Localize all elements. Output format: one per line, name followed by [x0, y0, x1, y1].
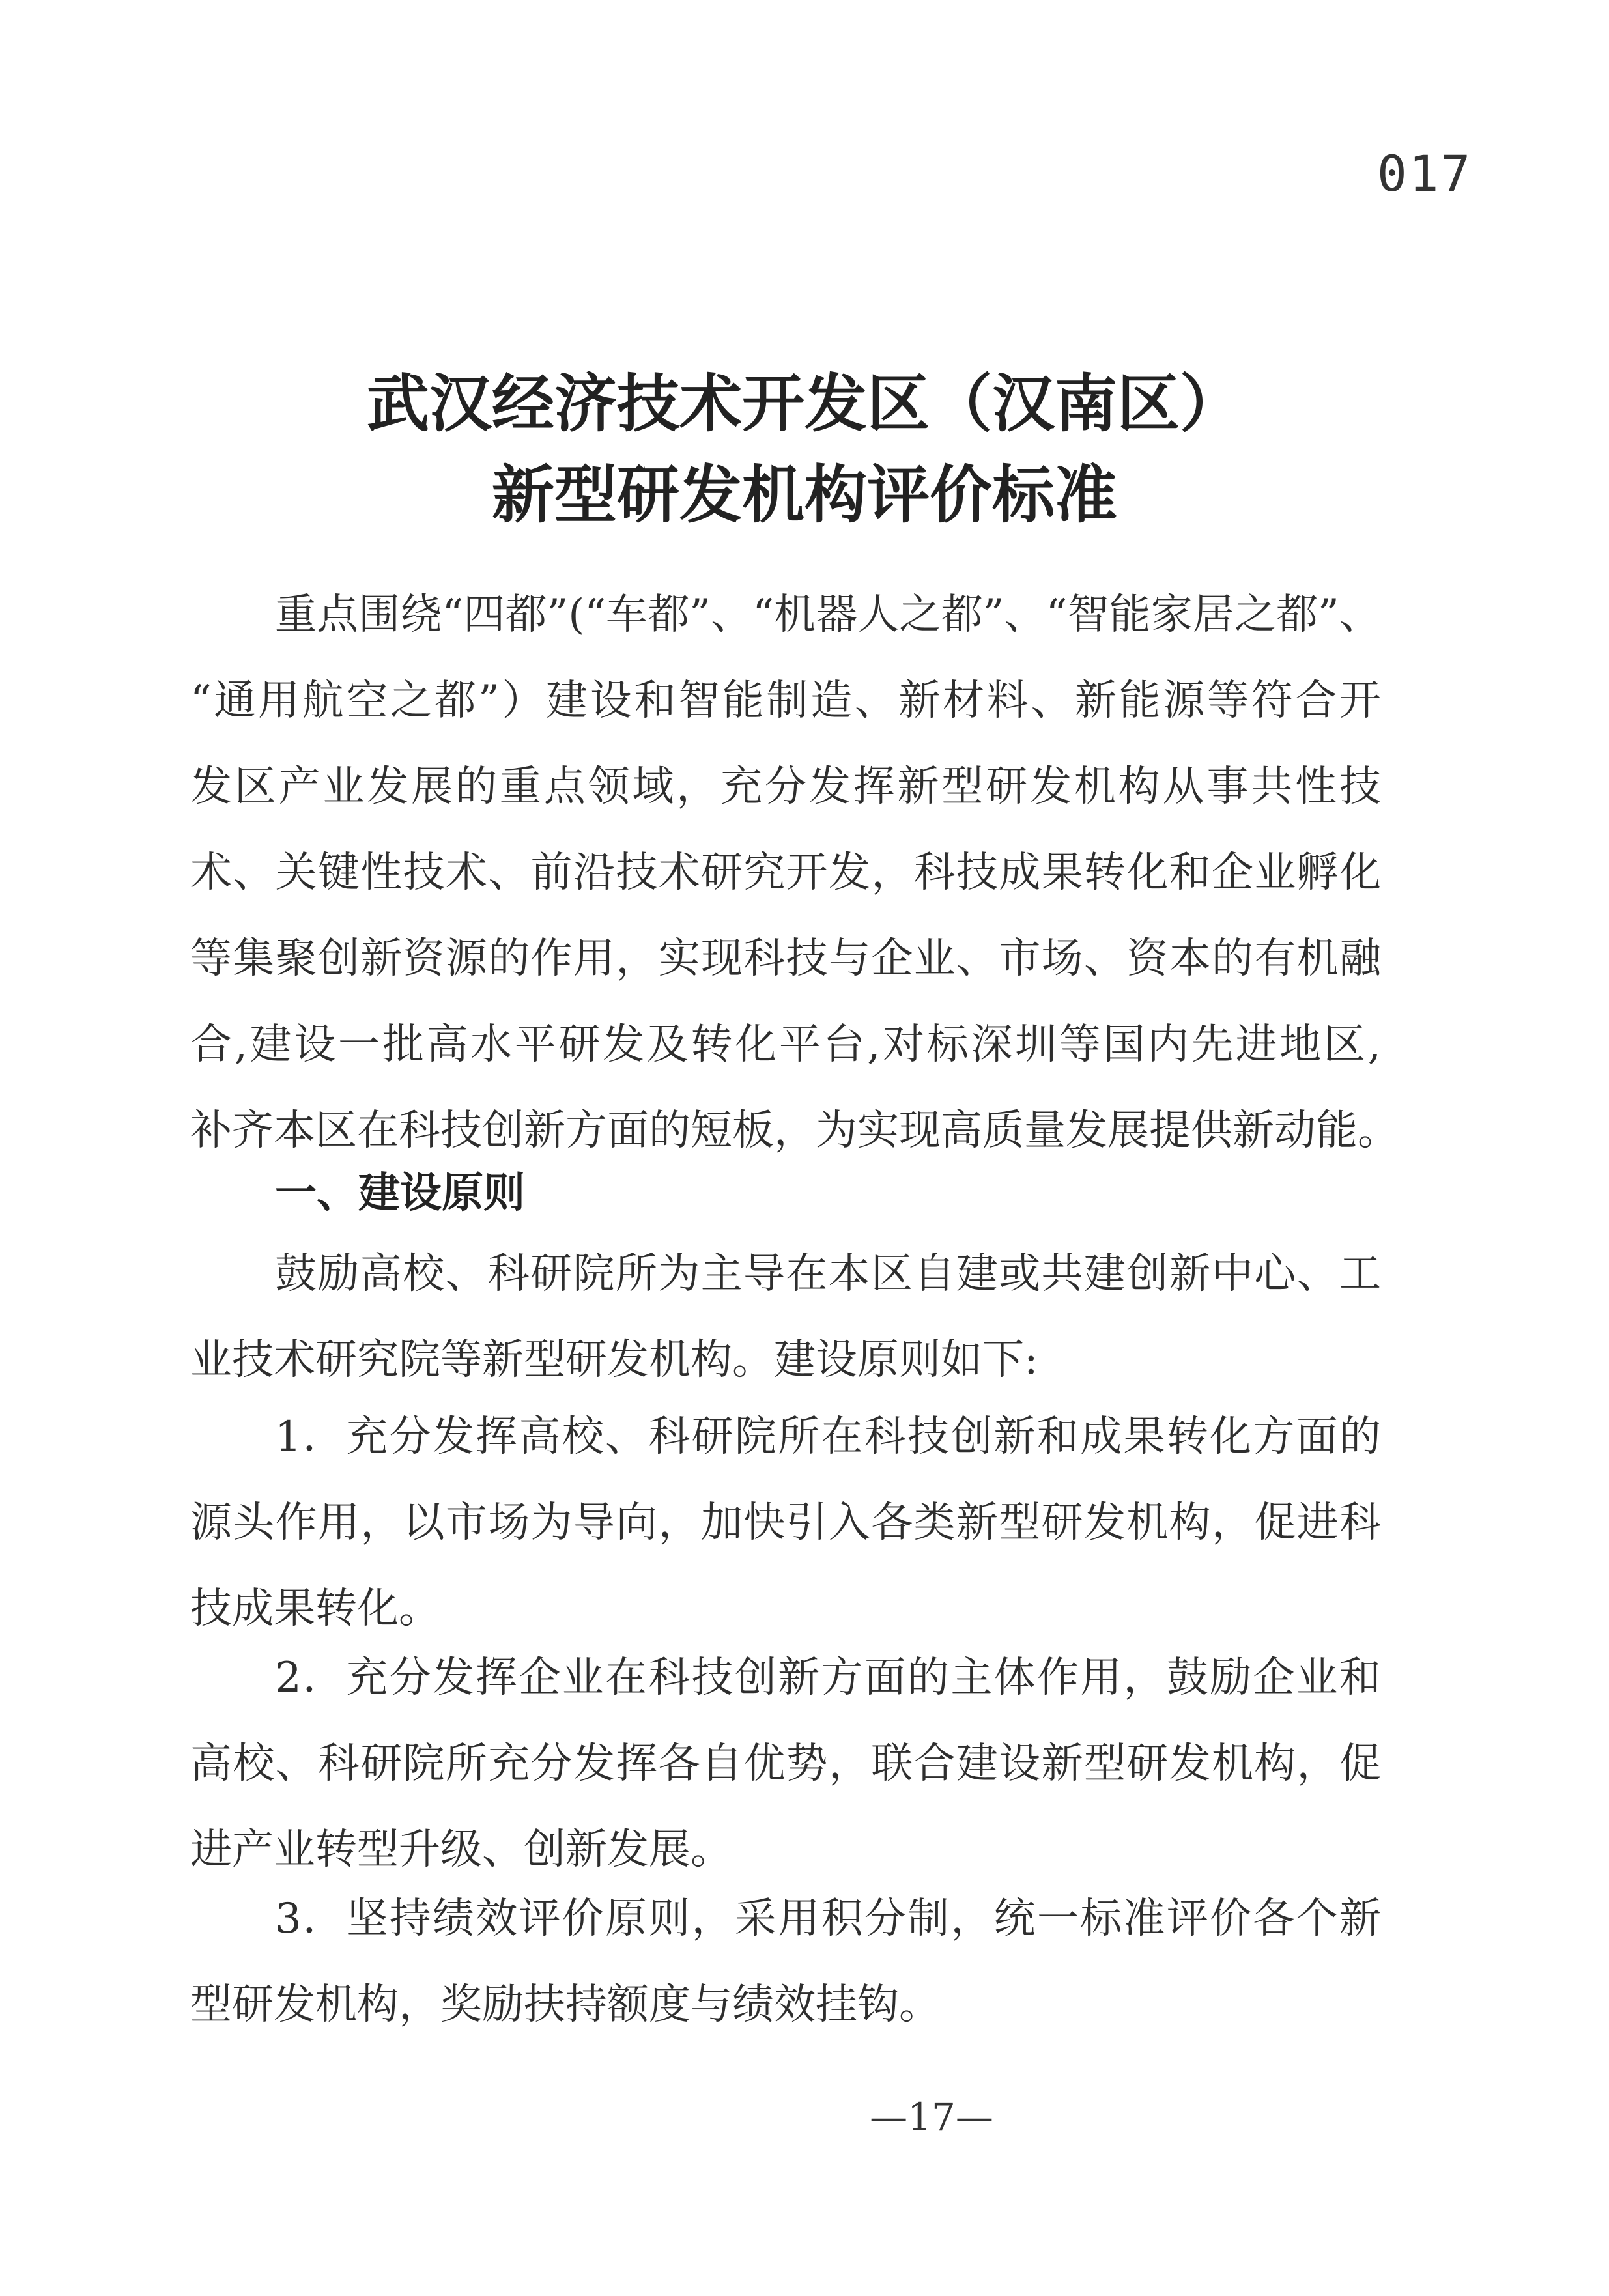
- principle-item-2: [190, 1635, 1381, 1893]
- text-line: 发区产业发展的重点领域，充分发挥新型研发机构从事共性技: [190, 763, 1381, 811]
- principle-item-3: [190, 1876, 1381, 2048]
- text-line: 1．充分发挥高校、科研院所在科技创新和成果转化方面的: [275, 1413, 1381, 1461]
- principle-item-1: [190, 1394, 1381, 1652]
- text-line: 高校、科研院所充分发挥各自优势，联合建设新型研发机构，促: [190, 1740, 1381, 1788]
- section-intro-paragraph: [190, 1231, 1381, 1403]
- text-line: 技成果转化。: [190, 1585, 440, 1633]
- section-heading: 一、建设原则: [275, 1169, 525, 1217]
- text-line: 3．坚持绩效评价原则，采用积分制，统一标准评价各个新: [275, 1895, 1381, 1943]
- page-stamp-number: 017: [1377, 145, 1473, 203]
- text-line: 等集聚创新资源的作用，实现科技与企业、市场、资本的有机融: [190, 935, 1381, 983]
- text-line: 鼓励高校、科研院所为主导在本区自建或共建创新中心、工: [275, 1250, 1381, 1298]
- text-line: 重点围绕“四都”(“车都”、“机器人之都”、“智能家居之都”、: [275, 591, 1381, 639]
- page-number: —17—: [870, 2095, 993, 2139]
- text-line: 业技术研究院等新型研发机构。建设原则如下:: [190, 1336, 1038, 1384]
- text-line: 补齐本区在科技创新方面的短板，为实现高质量发展提供新动能。: [190, 1107, 1399, 1155]
- text-line: 源头作用，以市场为导向，加快引入各类新型研发机构，促进科: [190, 1499, 1381, 1547]
- text-line: 型研发机构，奖励扶持额度与绩效挂钩。: [190, 1981, 941, 2029]
- intro-paragraph: [190, 572, 1399, 1174]
- text-line: 进产业转型升级、创新发展。: [190, 1826, 732, 1874]
- text-line: 合,建设一批高水平研发及转化平台,对标深圳等国内先进地区,: [190, 1021, 1381, 1069]
- text-line: “通用航空之都”）建设和智能制造、新材料、新能源等符合开: [190, 677, 1381, 725]
- text-line: 术、关键性技术、前沿技术研究开发，科技成果转化和企业孵化: [190, 849, 1381, 897]
- text-line: 2．充分发挥企业在科技创新方面的主体作用，鼓励企业和: [275, 1654, 1381, 1702]
- document-title-line-1: 武汉经济技术开发区（汉南区）: [367, 367, 1242, 440]
- document-title-line-2: 新型研发机构评价标准: [492, 458, 1117, 531]
